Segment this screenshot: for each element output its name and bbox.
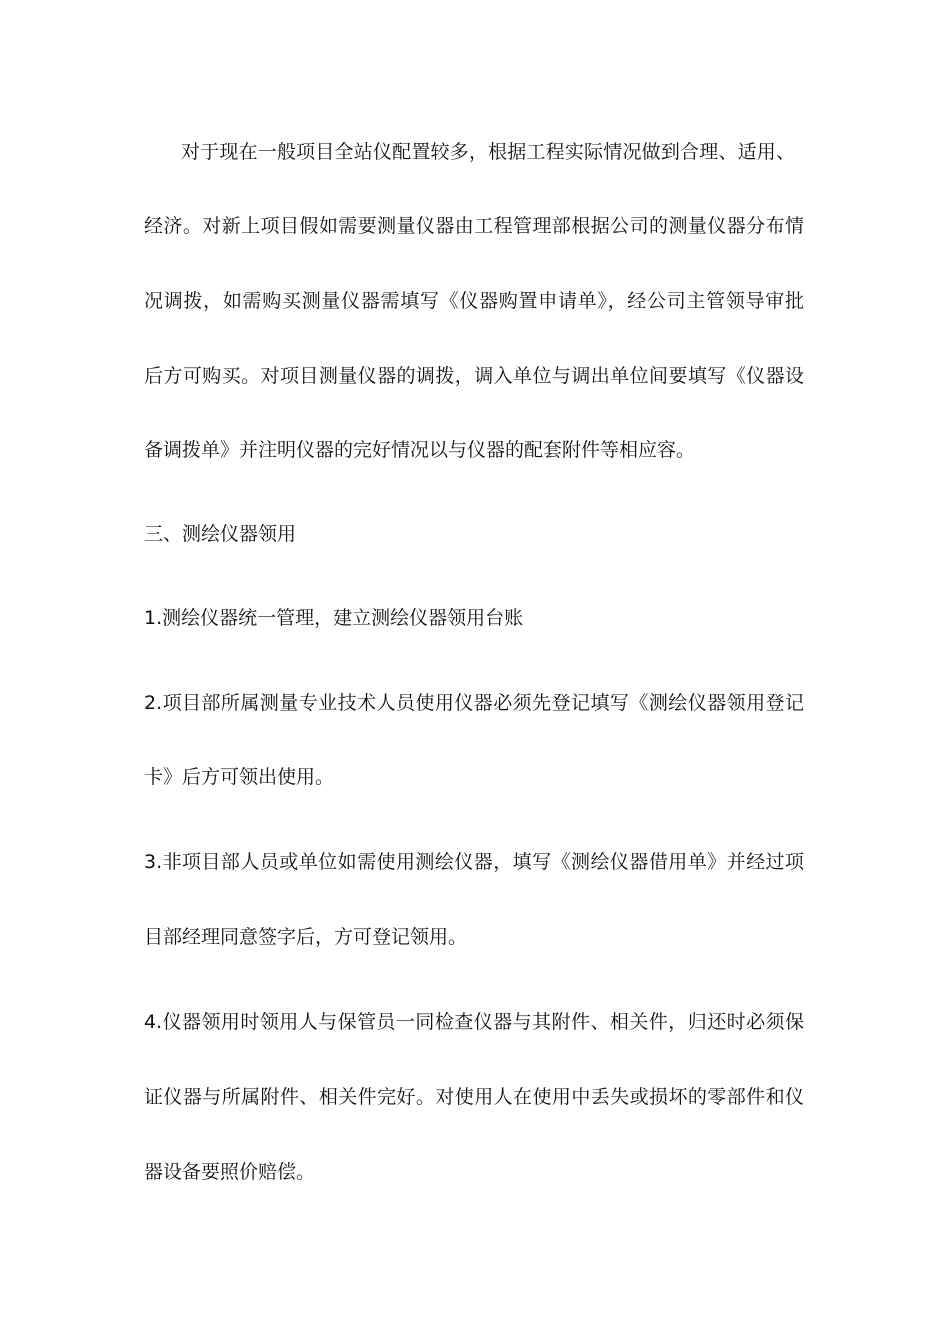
item-4-line-2: 证仪器与所属附件、相关件完好。对使用人在使用中丢失或损坏的零部件和仪 xyxy=(144,1086,804,1108)
paragraph-1-line-1: 对于现在一般项目全站仪配置较多，根据工程实际情况做到合理、适用、 xyxy=(181,141,795,163)
paragraph-1-line-3: 况调拨，如需购买测量仪器需填写《仪器购置申请单》，经公司主管领导审批 xyxy=(144,290,804,312)
item-1-line-1: 1.测绘仪器统一管理，建立测绘仪器领用台账 xyxy=(144,607,524,629)
item-4-line-1: 4.仪器领用时领用人与保管员一同检查仪器与其附件、相关件，归还时必须保 xyxy=(144,1011,804,1033)
item-3-line-1: 3.非项目部人员或单位如需使用测绘仪器，填写《测绘仪器借用单》并经过项 xyxy=(144,851,804,873)
item-3-line-2: 目部经理同意签字后，方可登记领用。 xyxy=(144,926,468,948)
paragraph-1-line-5: 备调拨单》并注明仪器的完好情况以与仪器的配套附件等相应容。 xyxy=(144,439,696,461)
item-2-line-1: 2.项目部所属测量专业技术人员使用仪器必须先登记填写《测绘仪器领用登记 xyxy=(144,692,804,714)
section-heading: 三、测绘仪器领用 xyxy=(144,523,297,545)
item-4-line-3: 器设备要照价赔偿。 xyxy=(144,1161,316,1183)
paragraph-1-line-4: 后方可购买。对项目测量仪器的调拨，调入单位与调出单位间要填写《仪器设 xyxy=(144,365,804,387)
paragraph-1-line-2: 经济。对新上项目假如需要测量仪器由工程管理部根据公司的测量仪器分布情 xyxy=(144,215,804,237)
item-2-line-2: 卡》后方可领出使用。 xyxy=(144,766,335,788)
